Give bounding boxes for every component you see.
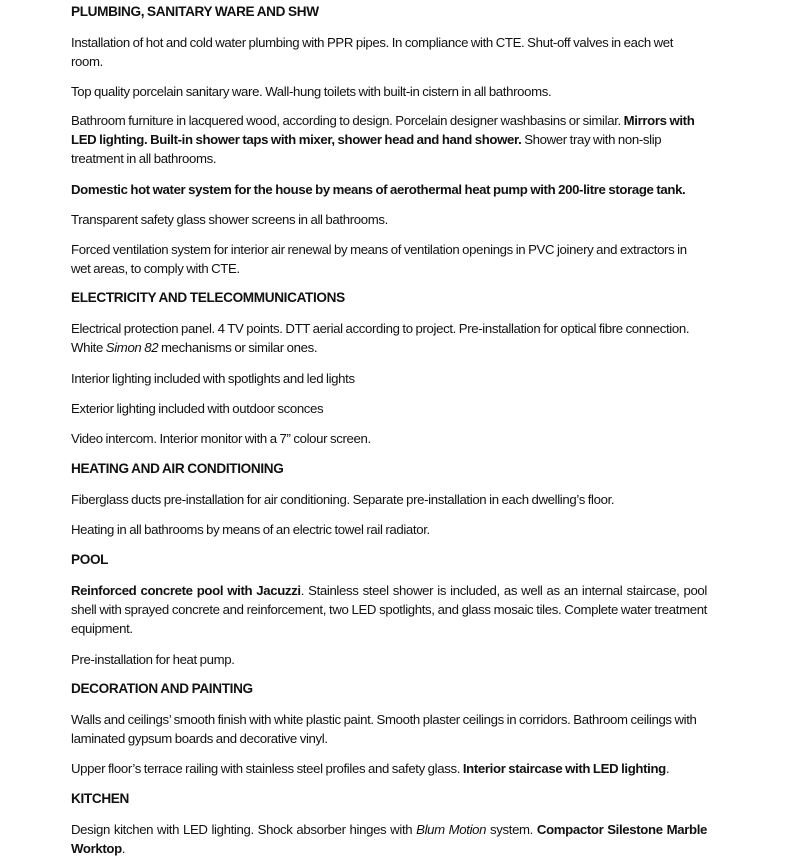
electricity-paragraph-interior-lighting: Interior lighting included with spotlights and led lights: [71, 371, 355, 386]
heating-paragraph-towel-rail: Heating in all bathrooms by means of an electric towel rail radiator.: [71, 522, 430, 537]
interior-staircase-bold-text: Interior staircase with LED lighting: [462, 761, 666, 776]
simon-82-italic-text: Simon 82: [105, 340, 159, 355]
kitchen-design-text: Design kitchen with LED lighting. Shock absorber hinges with: [71, 822, 417, 837]
plumbing-paragraph-hot-water: Domestic hot water system for the house by means of aerothermal heat pump with 200-litre storage tank.: [71, 182, 686, 197]
terrace-period-text: .: [665, 761, 670, 776]
electricity-paragraph-protection-panel: [71, 319, 707, 357]
plumbing-paragraph-bathroom-furniture: [71, 111, 707, 168]
mirrors-shower-bold-text: Mirrors with LED lighting. Built-in shower taps with mixer, shower head and hand shower.: [71, 113, 695, 147]
heating-paragraph-ducts: Fiberglass ducts pre-installation for air conditioning. Separate pre-installation in each dwelling’s floor.: [71, 492, 615, 507]
kitchen-period-text: .: [121, 841, 126, 856]
section-title-heating: HEATING AND AIR CONDITIONING: [71, 461, 284, 476]
concrete-pool-bold-text: Reinforced concrete pool with Jacuzzi: [71, 583, 301, 598]
system-text: system.: [486, 822, 537, 837]
protection-panel-text: Electrical protection panel. 4 TV points. DTT aerial according to project. Pre-installation for optical fibre connection. White: [71, 321, 690, 355]
electricity-paragraph-video-intercom: Video intercom. Interior monitor with a 7” colour screen.: [71, 431, 371, 446]
plumbing-paragraph-pipes: Installation of hot and cold water plumbing with PPR pipes. In compliance with CTE. Shut-off valves in each wet room.: [71, 35, 674, 69]
section-title-pool: POOL: [71, 552, 109, 567]
shower-tray-text: Shower tray with non-slip treatment in all bathrooms.: [71, 132, 662, 166]
section-title-electricity: ELECTRICITY AND TELECOMMUNICATIONS: [71, 290, 345, 305]
section-title-decoration: DECORATION AND PAINTING: [71, 681, 253, 696]
kitchen-paragraph-design: [71, 820, 707, 858]
worktop-bold-text: Compactor Silestone Marble Worktop: [71, 822, 707, 856]
terrace-railing-text: Upper floor’s terrace railing with stainless steel profiles and safety glass.: [71, 761, 463, 776]
plumbing-paragraph-shower-screens: Transparent safety glass shower screens in all bathrooms.: [71, 212, 388, 227]
decoration-paragraph-terrace-railing: [71, 759, 707, 778]
plumbing-paragraph-sanitary-ware: Top quality porcelain sanitary ware. Wall-hung toilets with built-in cistern in all bathrooms.: [71, 84, 552, 99]
pool-details-text: . Stainless steel shower is included, as well as an internal staircase, pool shell with sprayed concrete and reinforcement, two LED spotlights, and glass mosaic tiles. Complete water treatment equipment.: [71, 583, 707, 636]
pool-paragraph-heat-pump: Pre-installation for heat pump.: [71, 652, 235, 667]
decoration-paragraph-walls-ceilings: Walls and ceilings’ smooth finish with white plastic paint. Smooth plaster ceilings in corridors. Bathroom ceilings with laminated gypsum boards and decorative vinyl.: [71, 712, 697, 746]
mechanisms-text: mechanisms or similar ones.: [158, 340, 318, 355]
section-title-plumbing: PLUMBING, SANITARY WARE AND SHW: [71, 4, 319, 19]
pool-paragraph-concrete-pool: [71, 581, 707, 638]
bathroom-furniture-text: Bathroom furniture in lacquered wood, according to design. Porcelain designer washbasins or similar.: [71, 113, 624, 128]
electricity-paragraph-exterior-lighting: Exterior lighting included with outdoor sconces: [71, 401, 324, 416]
plumbing-paragraph-ventilation: Forced ventilation system for interior air renewal by means of ventilation openings in PVC joinery and extractors in wet areas, to comply with CTE.: [71, 242, 687, 276]
section-title-kitchen: KITCHEN: [71, 791, 129, 806]
blum-motion-italic-text: Blum Motion: [416, 822, 487, 837]
